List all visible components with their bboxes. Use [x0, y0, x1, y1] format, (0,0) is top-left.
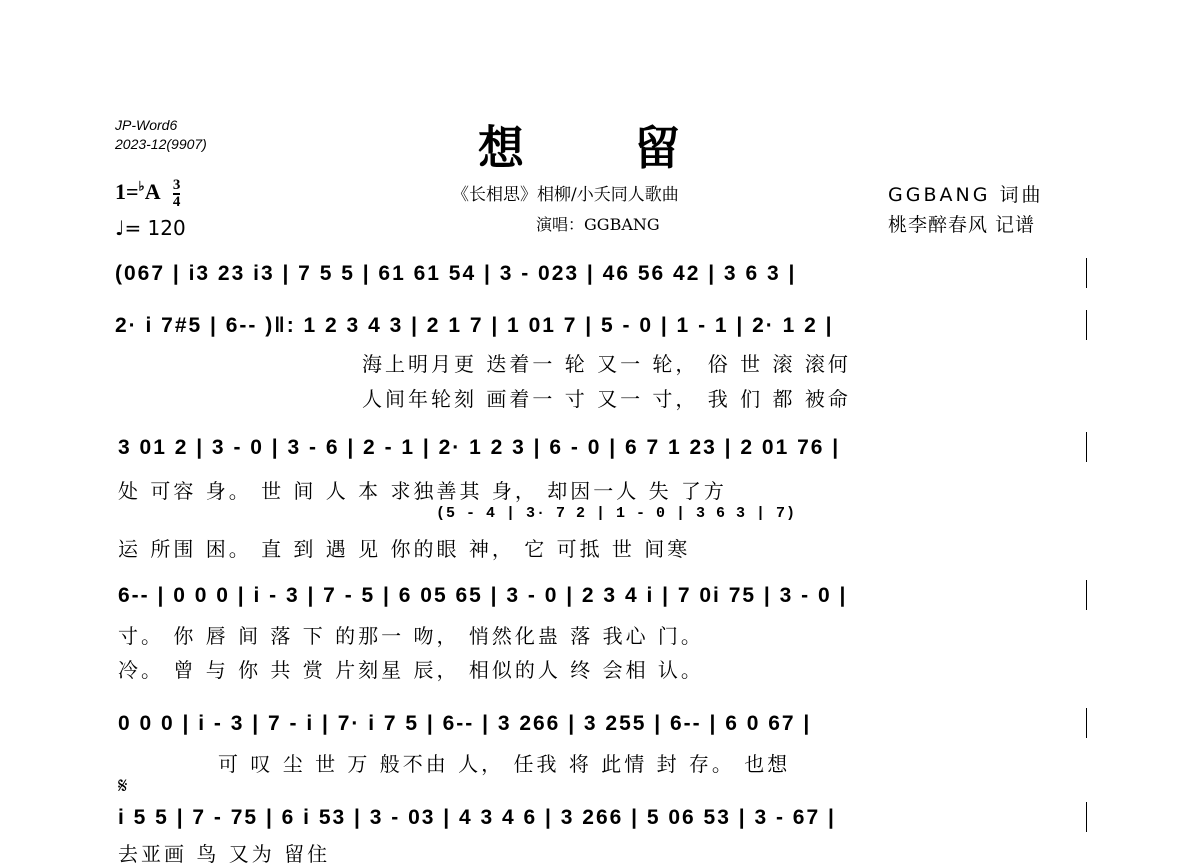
song-subtitle: 《长相思》相柳/小夭同人歌曲 — [452, 185, 679, 205]
lyric-line-2-verse-1: 海上明月更 迭着一 轮 又一 轮， 俗 世 滚 滚何 — [362, 352, 851, 376]
date-code: 2023-12(9907) — [115, 136, 207, 152]
transcriber-credit: 桃李醉春风 记谱 — [888, 214, 1036, 236]
score-line-6: i 5 5 | 7 - 75 | 6 i 53 | 3 - 03 | 4 3 4 6 | 3 266 | 5 06 53 | 3 - 67 | — [118, 806, 836, 829]
score-line-3: 3 01 2 | 3 - 0 | 3 - 6 | 2 - 1 | 2· 1 2 3 | 6 - 0 | 6 7 1 23 | 2 01 76 | — [118, 436, 841, 459]
segno-icon: 𝄋 — [118, 774, 128, 799]
bar-line — [1086, 802, 1087, 832]
bar-line — [1086, 432, 1087, 462]
composer-credit: GGBANG 词曲 — [888, 184, 1044, 206]
score-line-5: 0 0 0 | i - 3 | 7 - i | 7· i 7 5 | 6-- | 3 266 | 3 255 | 6-- | 6 0 67 | — [118, 712, 812, 735]
flat-symbol: ♭ — [138, 178, 145, 194]
lyric-line-5-verse-1: 可 叹 尘 世 万 般不由 人， 任我 将 此情 封 存。 也想 — [218, 752, 791, 776]
bar-line — [1086, 580, 1087, 610]
time-bottom: 4 — [172, 194, 181, 210]
time-signature — [173, 178, 181, 210]
lyric-line-2-verse-2: 人间年轮刻 画着一 寸 又一 寸， 我 们 都 被命 — [362, 387, 851, 411]
software-label: JP-Word6 — [115, 117, 178, 133]
lyric-line-4-verse-1: 寸。 你 唇 间 落 下 的那一 吻， 悄然化蛊 落 我心 门。 — [118, 624, 704, 648]
quarter-note-icon: ♩ — [115, 216, 125, 240]
bar-line — [1086, 310, 1087, 340]
bar-line — [1086, 708, 1087, 738]
lyric-line-3-verse-2: 运 所围 困。 直 到 遇 见 你的眼 神， 它 可抵 世 间寒 — [118, 537, 691, 561]
key-prefix: 1= — [115, 179, 139, 205]
score-line-4: 6-- | 0 0 0 | i - 3 | 7 - 5 | 6 05 65 | 3 - 0 | 2 3 4 i | 7 0i 75 | 3 - 0 | — [118, 584, 848, 607]
lyric-line-3-verse-1: 处 可容 身。 世 间 人 本 求独善其 身， 却因一人 失 了方 — [118, 479, 727, 503]
key-signature — [115, 178, 180, 210]
key-note: A — [144, 179, 160, 205]
lyric-line-4-verse-2: 冷。 曾 与 你 共 赏 片刻星 辰， 相似的人 终 会相 认。 — [118, 658, 704, 682]
score-line-2: 2· i 7#5 | 6-- )‖: 1 2 3 4 3 | 2 1 7 | 1 01 7 | 5 - 0 | 1 - 1 | 2· 1 2 | — [115, 314, 834, 337]
tempo-marking — [115, 216, 186, 240]
score-line-1: (067 | i3 23 i3 | 7 5 5 | 61 61 54 | 3 - 023 | 46 56 42 | 3 6 3 | — [115, 262, 797, 285]
time-top: 3 — [172, 177, 181, 193]
song-title: 想留 — [478, 121, 790, 175]
bar-line — [1086, 258, 1087, 288]
tempo-value: = 120 — [124, 216, 186, 240]
singer-credit: 演唱：GGBANG — [536, 215, 660, 234]
lyric-line-6-verse-1: 去亚画 鸟 又为 留住 — [118, 842, 331, 866]
interlude-notes: (5 - 4 | 3· 7 2 | 1 - 0 | 3 6 3 | 7) — [436, 505, 797, 522]
